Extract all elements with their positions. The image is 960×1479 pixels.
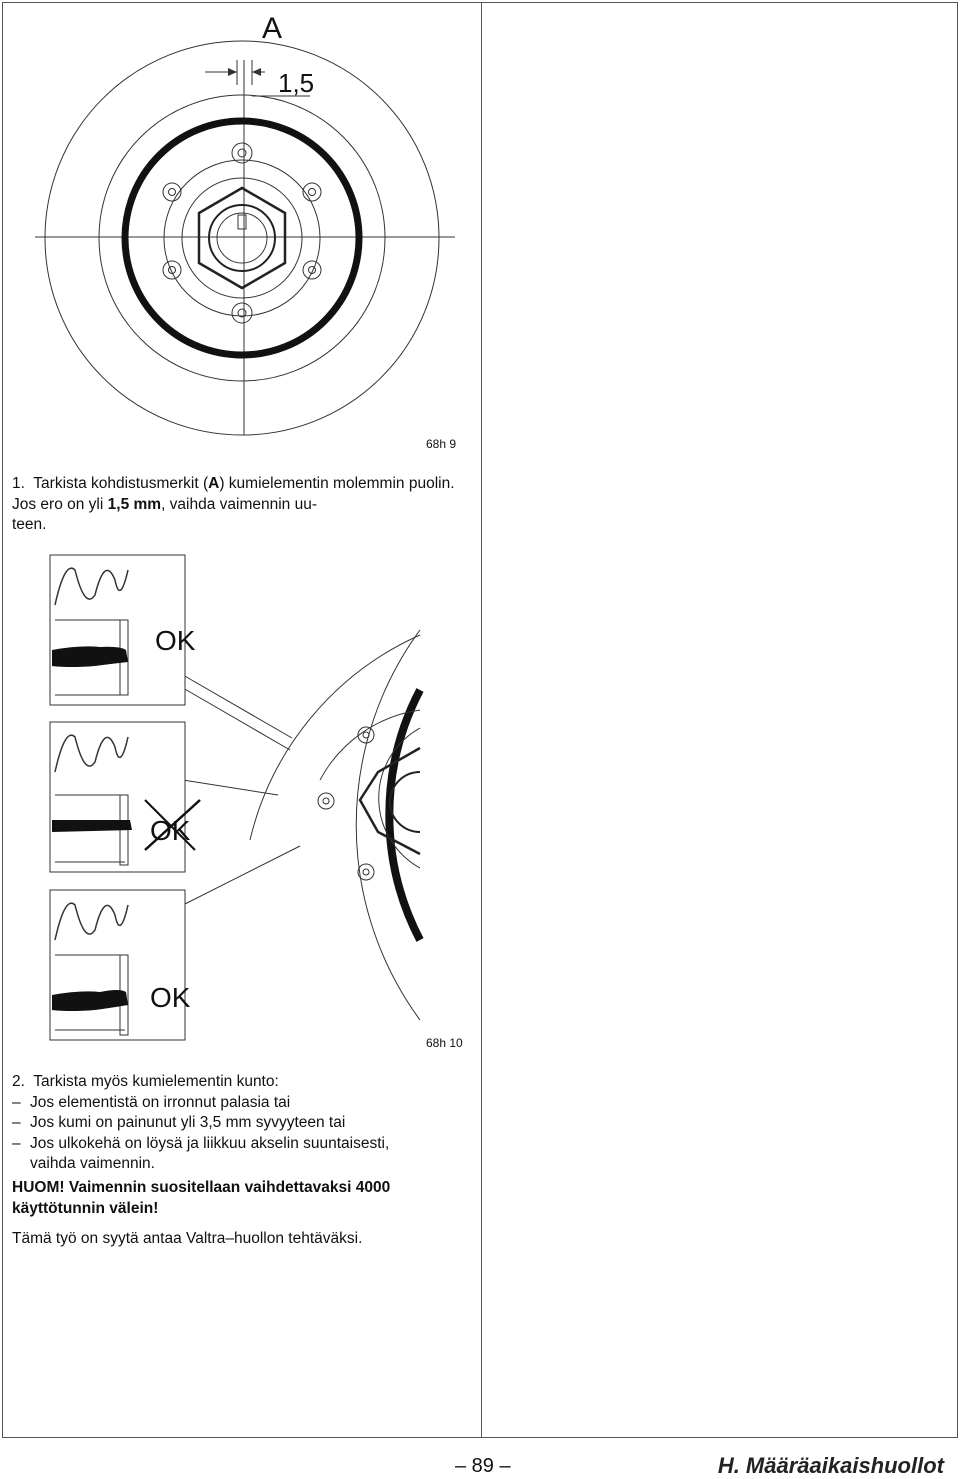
closing-text: Tämä työ on syytä antaa Valtra–huollon tehtäväksi. (12, 1230, 363, 1247)
ok-label-bottom: OK (150, 982, 191, 1013)
condition-list (12, 1093, 462, 1155)
step-1-text: 1. Tarkista kohdistusmerkit (A) kumielementin molemmin puolin. Jos ero on yli 1,5 mm, vaihda vaimennin uu- teen. (12, 475, 455, 533)
step-2-text: 2. Tarkista myös kumielementin kunto: – Jos elementistä on irronnut palasia tai – Jos kumi on painunut yli 3,5 mm syvyyteen tai – Jos ulkokehä on löysä ja liikkuu akselin suuntaisesti, vaihda vaimennin. (12, 1072, 462, 1175)
marker-letter: A (262, 12, 283, 45)
damper-alignment-figure (0, 0, 480, 440)
rubber-condition-figure (0, 550, 480, 1050)
list-item: – Jos kumi on painunut yli 3,5 mm syvyyteen tai (12, 1114, 346, 1131)
list-item: – Jos ulkokehä on löysä ja liikkuu akselin suuntaisesti, (12, 1134, 390, 1152)
figure-caption-1: 68h 9 (426, 437, 457, 451)
section-title: H. Määräaikaishuollot (717, 1453, 944, 1478)
page-number: – 89 – (455, 1455, 511, 1477)
list-item: – Jos elementistä on irronnut palasia tai (12, 1093, 291, 1111)
ok-label-top: OK (155, 625, 196, 656)
ok-label-rejected: OK (150, 815, 191, 846)
dimension-label: 1,5 (278, 68, 315, 98)
column-divider (481, 2, 482, 1438)
figure-caption-2: 68h 10 (426, 1036, 463, 1050)
note-warning: HUOM! Vaimennin suositellaan vaihdettavaksi 4000 käyttötunnin välein! (12, 1179, 391, 1217)
